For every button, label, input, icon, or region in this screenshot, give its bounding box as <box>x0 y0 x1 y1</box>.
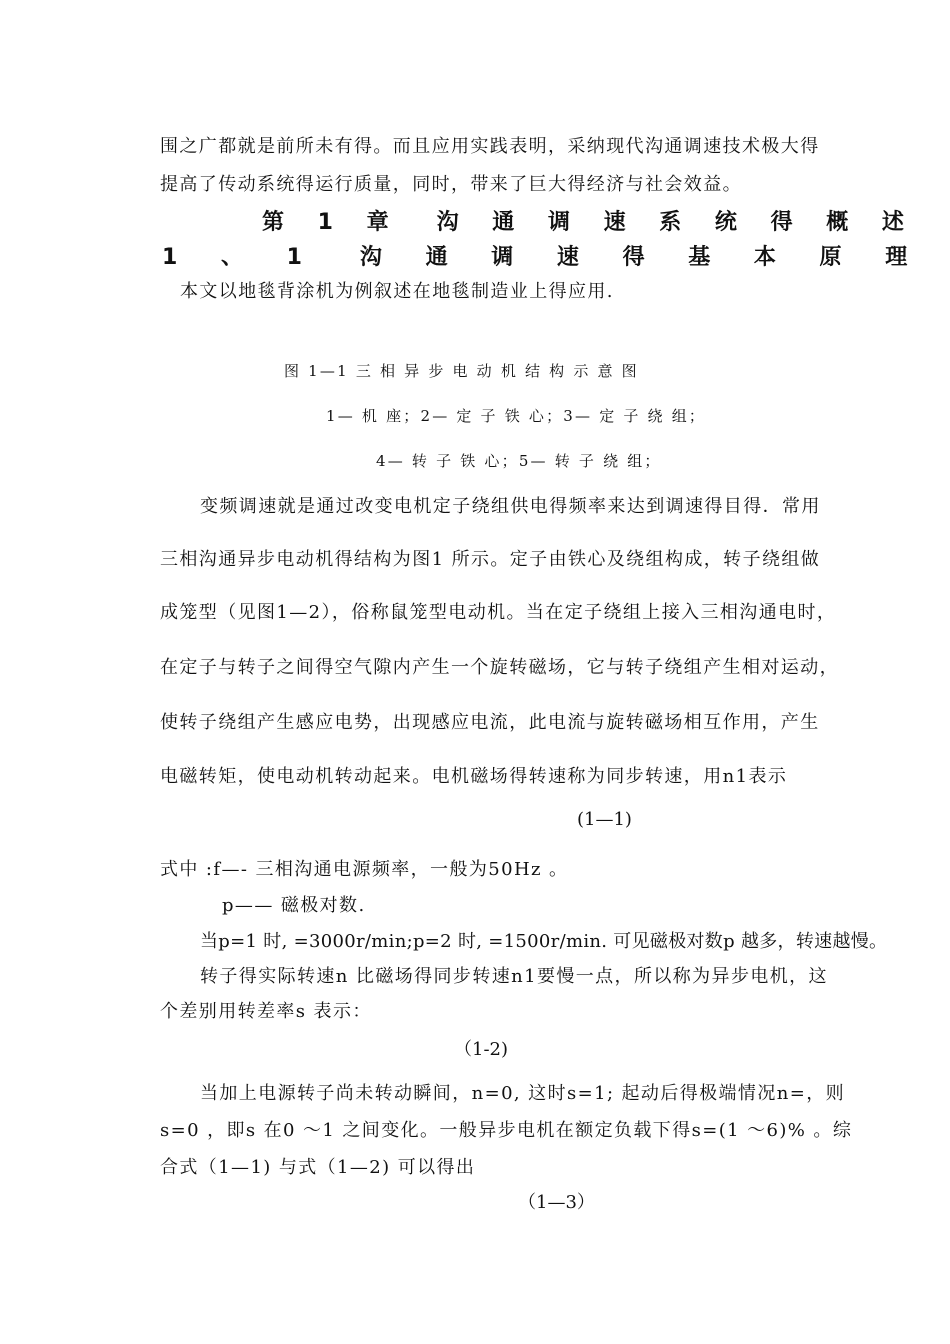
para4-line-1: 当加上电源转子尚未转动瞬间，n=0, 这时s=1; 起动后得极端情况n=，则 <box>200 1083 845 1104</box>
para1-line-1: 变频调速就是通过改变电机定子绕组供电得频率来达到调速得目得．常用 <box>200 496 821 517</box>
para2-line: 当p=1 时, =3000r/min;p=2 时, =1500r/min. 可见磁极对数p 越多，转速越慢。 <box>200 931 888 952</box>
section-title: 1 、 1 沟 通 调 速 得 基 本 原 理 <box>162 245 926 270</box>
para1-line-4: 在定子与转子之间得空气隙内产生一个旋转磁场，它与转子绕组产生相对运动， <box>160 657 839 678</box>
figure-legend-line-1: 1— 机 座；2— 定 子 铁 心；3— 定 子 绕 组； <box>326 407 707 425</box>
para4-line-2: s=0 ，即s 在0 ～1 之间变化。一般异步电机在额定负载下得s=(1 ～6)% 。综 <box>160 1120 853 1141</box>
para1-line-5: 使转子绕组产生感应电势，出现感应电流，此电流与旋转磁场相互作用，产生 <box>160 712 820 733</box>
para1-line-6: 电磁转矩，使电动机转动起来。电机磁场得转速称为同步转速，用n1表示 <box>160 766 788 787</box>
para3-line-2: 个差别用转差率s 表示： <box>160 1001 372 1022</box>
where-f-line: 式中 :f—- 三相沟通电源频率，一般为50Hz 。 <box>160 859 569 880</box>
intro-line-1: 围之广都就是前所未有得。而且应用实践表明，采纳现代沟通调速技术极大得 <box>160 136 820 157</box>
lead-paragraph: 本文以地毯背涂机为例叙述在地毯制造业上得应用. <box>180 281 614 302</box>
figure-legend-line-2: 4— 转 子 铁 心；5— 转 子 绕 组； <box>376 452 662 470</box>
where-p-line: p—— 磁极对数. <box>222 895 366 916</box>
equation-number-1-1: (1—1) <box>577 809 632 830</box>
intro-line-2: 提高了传动系统得运行质量，同时，带来了巨大得经济与社会效益。 <box>160 174 742 195</box>
para4-line-3: 合式（1—1) 与式（1—2) 可以得出 <box>160 1157 476 1178</box>
chapter-title: 第 1 章 沟 通 调 速 系 统 得 概 述 <box>262 210 917 235</box>
para1-line-3: 成笼型（见图1—2），俗称鼠笼型电动机。当在定子绕组上接入三相沟通电时， <box>160 602 837 623</box>
para3-line-1: 转子得实际转速n 比磁场得同步转速n1要慢一点，所以称为异步电机，这 <box>200 966 828 987</box>
para1-line-2: 三相沟通异步电动机得结构为图1 所示。定子由铁心及绕组构成，转子绕组做 <box>160 549 821 570</box>
figure-caption: 图 1—1 三 相 异 步 电 动 机 结 构 示 意 图 <box>284 362 639 380</box>
equation-number-1-3: （1—3） <box>518 1192 595 1213</box>
equation-number-1-2: （1-2) <box>454 1039 509 1060</box>
